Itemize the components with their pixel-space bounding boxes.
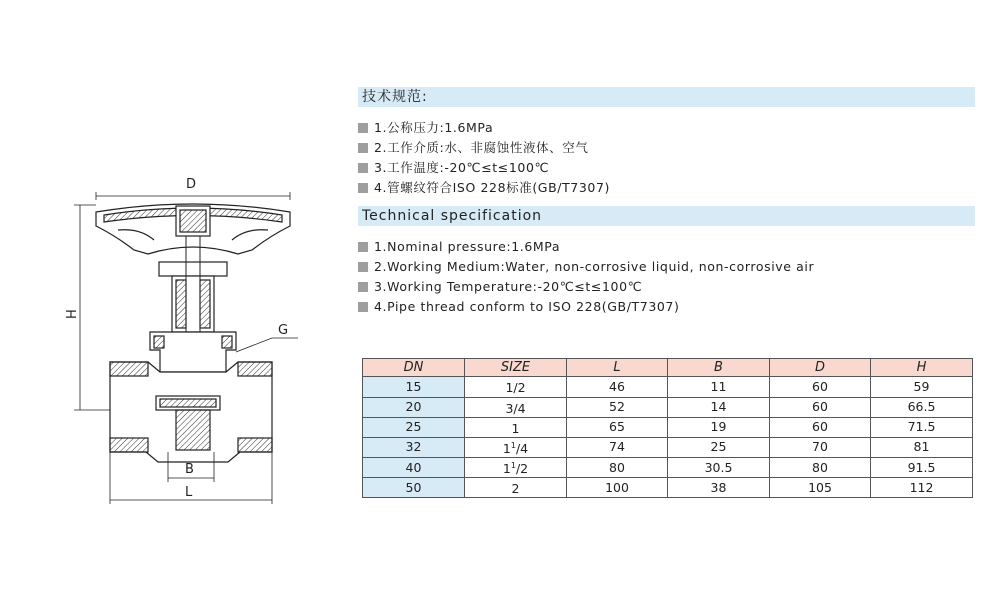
square-bullet-icon [358,282,368,292]
square-bullet-icon [358,183,368,193]
zh-spec-list [358,118,610,198]
en-spec-item: 4.Pipe thread conform to ISO 228(GB/T7307) [358,297,814,317]
cell-size: 3/4 [465,397,567,417]
square-bullet-icon [358,123,368,133]
square-bullet-icon [358,242,368,252]
header-b: B [668,359,770,377]
header-l: L [567,359,668,377]
cell-size: 1/2 [465,377,567,397]
table-row [363,437,973,457]
cell-b: 14 [668,397,770,417]
cell-dn: 15 [363,377,465,397]
header-d: D [770,359,871,377]
cell-h: 81 [871,437,973,457]
cell-d: 70 [770,437,871,457]
zh-spec-item: 3.工作温度:-20℃≤t≤100℃ [358,158,610,178]
table-header-row [363,359,973,377]
cell-h: 71.5 [871,417,973,437]
header-size: SIZE [465,359,567,377]
cell-b: 19 [668,417,770,437]
en-spec-title: Technical specification [358,206,975,226]
cell-h: 112 [871,478,973,498]
cell-l: 65 [567,417,668,437]
table-row [363,377,973,397]
table-row [363,417,973,437]
en-spec-item: 3.Working Temperature:-20℃≤t≤100℃ [358,277,814,297]
cell-d: 105 [770,478,871,498]
cell-dn: 40 [363,458,465,478]
cell-h: 91.5 [871,458,973,478]
dimensions-table [362,358,973,498]
cell-b: 25 [668,437,770,457]
cell-d: 80 [770,458,871,478]
cell-l: 46 [567,377,668,397]
dim-label-d: D [186,177,197,192]
table-row [363,458,973,478]
en-spec-list [358,237,814,317]
gate-valve-drawing [0,0,360,595]
cell-d: 60 [770,377,871,397]
dim-label-b: B [185,462,194,477]
en-spec-item: 1.Nominal pressure:1.6MPa [358,237,814,257]
cell-dn: 50 [363,478,465,498]
cell-l: 52 [567,397,668,417]
en-spec-item: 2.Working Medium:Water, non-corrosive liquid, non-corrosive air [358,257,814,277]
cell-size: 1 [465,417,567,437]
square-bullet-icon [358,262,368,272]
square-bullet-icon [358,143,368,153]
header-dn: DN [363,359,465,377]
cell-l: 80 [567,458,668,478]
cell-size: $1^1/4$ [465,437,567,457]
table-row [363,478,973,498]
square-bullet-icon [358,302,368,312]
cell-dn: 32 [363,437,465,457]
cell-dn: 25 [363,417,465,437]
zh-spec-item: 2.工作介质:水、非腐蚀性液体、空气 [358,138,610,158]
cell-h: 59 [871,377,973,397]
header-h: H [871,359,973,377]
cell-l: 74 [567,437,668,457]
cell-b: 30.5 [668,458,770,478]
cell-dn: 20 [363,397,465,417]
zh-spec-title: 技术规范: [358,87,975,107]
zh-spec-item: 1.公称压力:1.6MPa [358,118,610,138]
cell-size: $1^1/2$ [465,458,567,478]
cell-d: 60 [770,417,871,437]
dim-label-g: G [278,323,289,338]
square-bullet-icon [358,163,368,173]
cell-b: 11 [668,377,770,397]
cell-d: 60 [770,397,871,417]
zh-spec-item: 4.管螺纹符合ISO 228标准(GB/T7307) [358,178,610,198]
table-row [363,397,973,417]
cell-h: 66.5 [871,397,973,417]
dim-label-h: H [65,309,80,319]
dim-label-l: L [185,485,193,500]
cell-b: 38 [668,478,770,498]
cell-size: 2 [465,478,567,498]
cell-l: 100 [567,478,668,498]
